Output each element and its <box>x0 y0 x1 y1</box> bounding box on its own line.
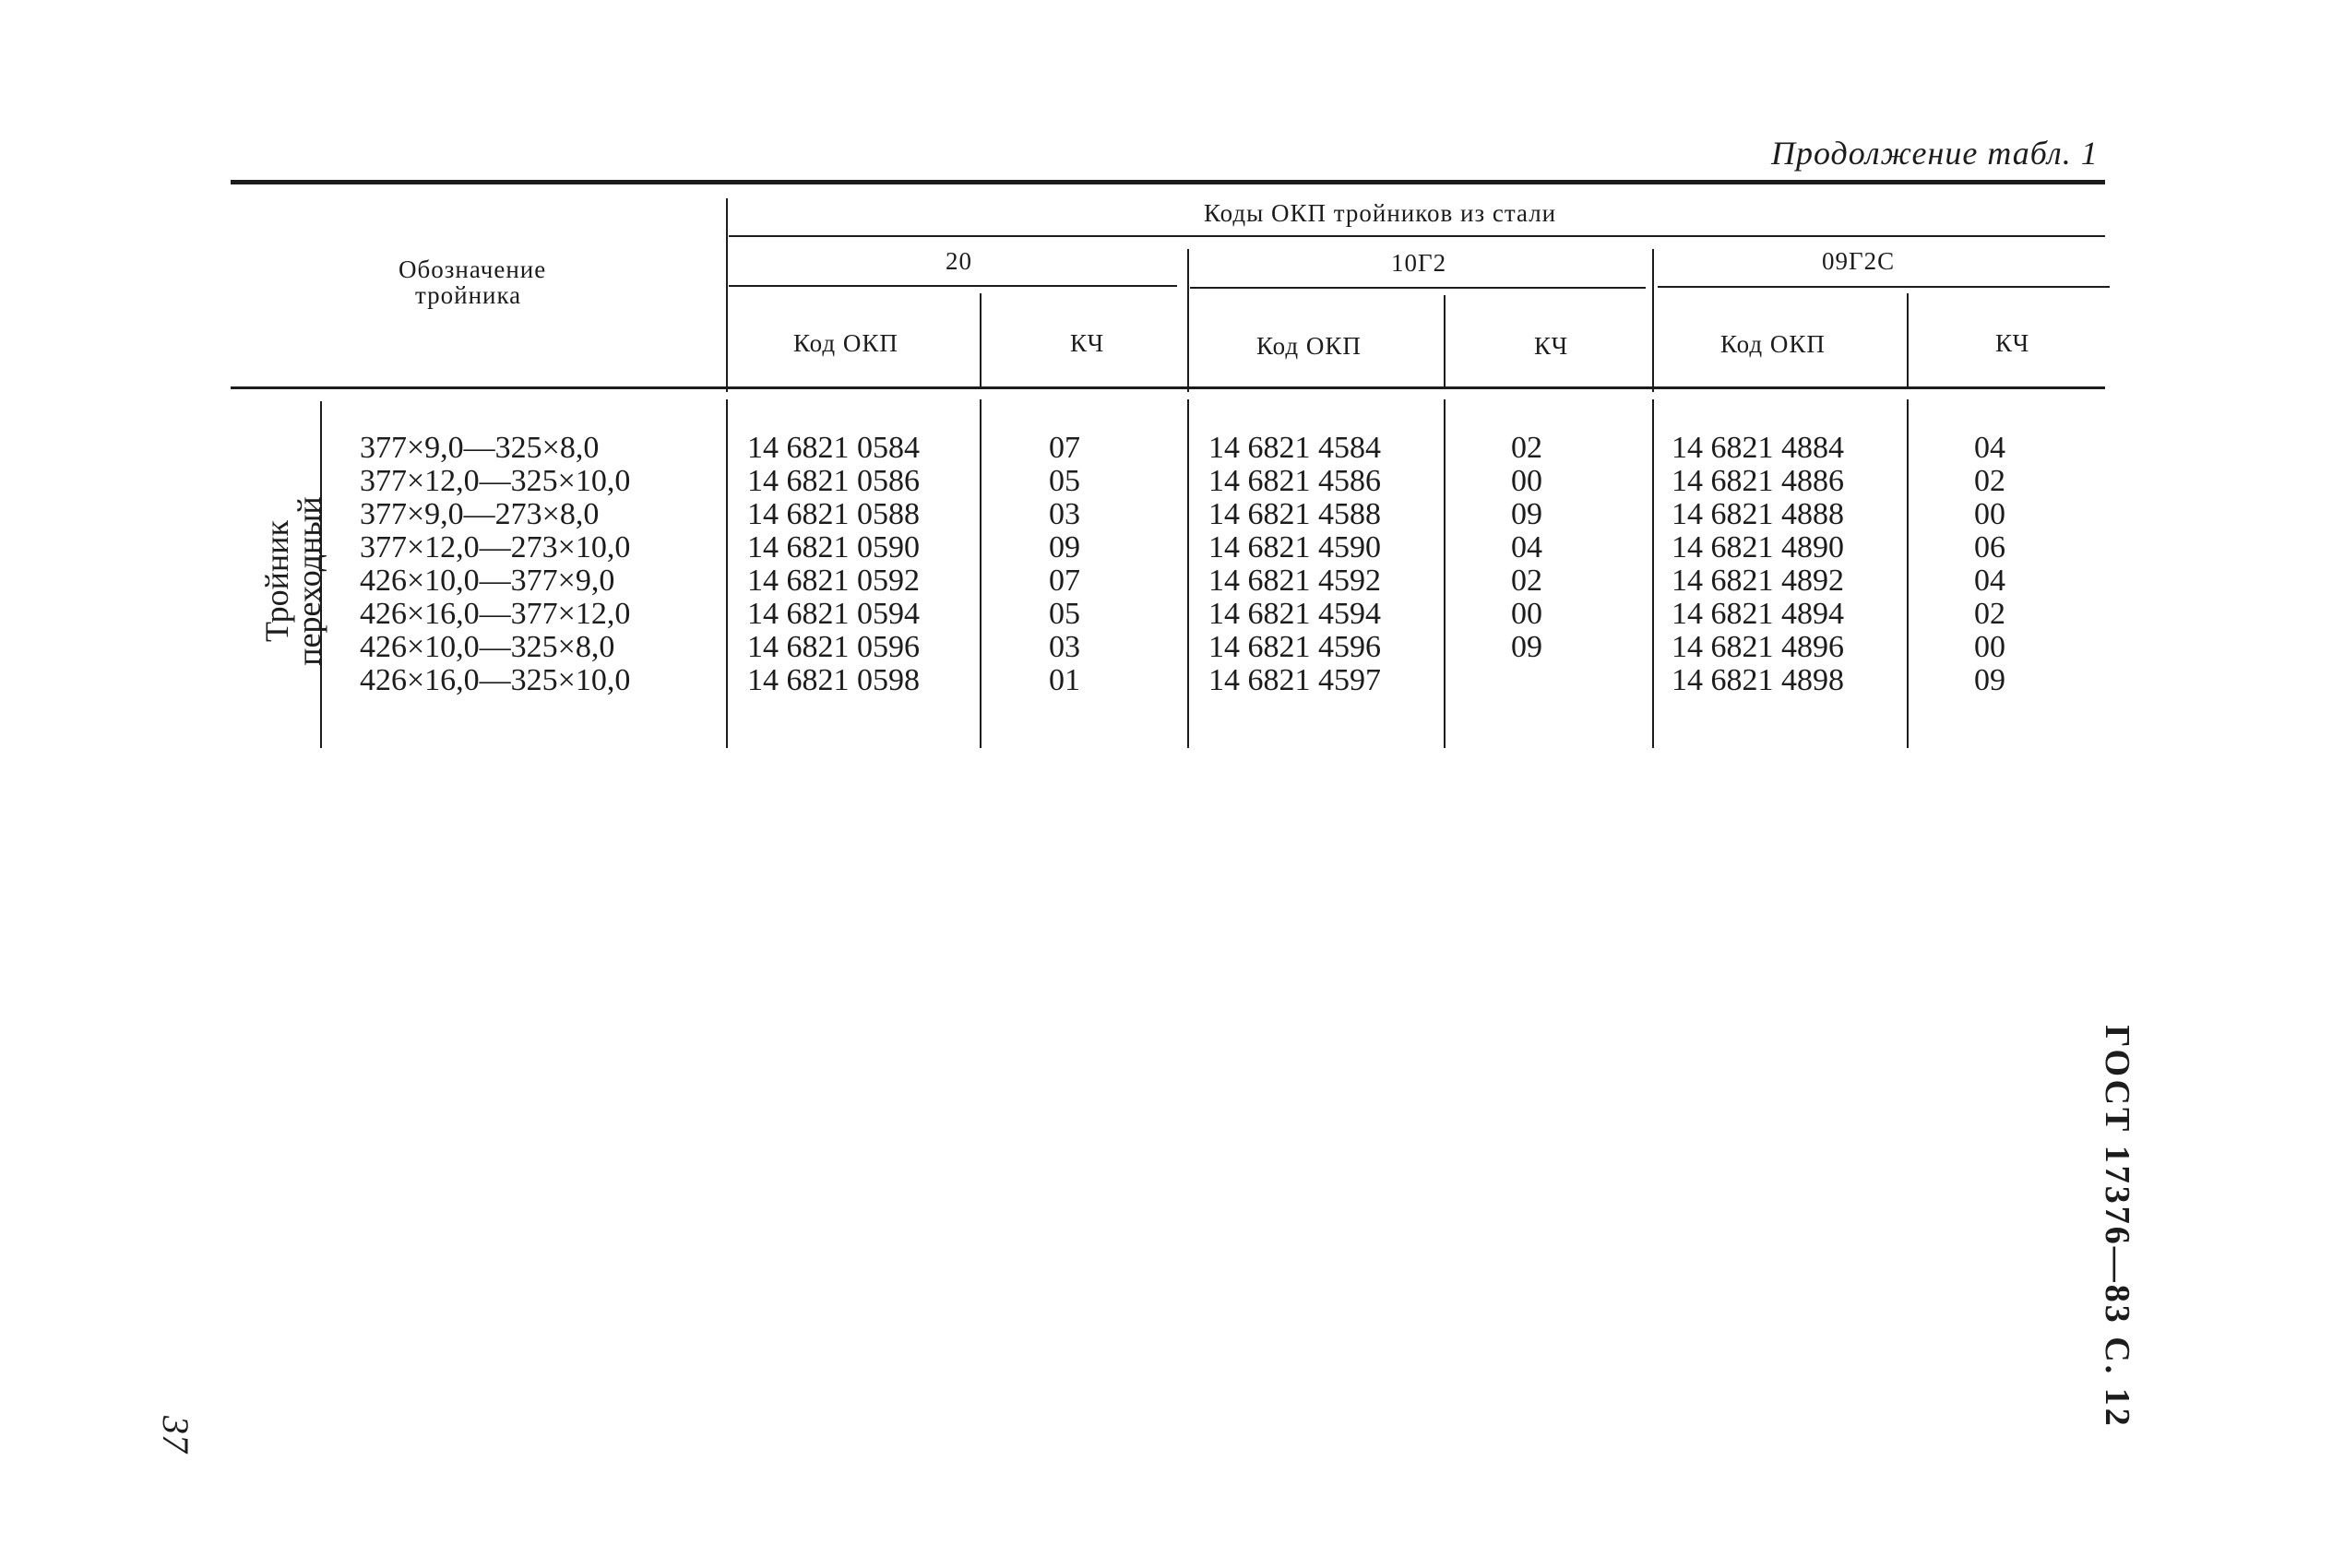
kch-cell: 02 <box>1511 564 1542 598</box>
steel-09g2s-rule <box>1658 286 2110 288</box>
kch-cell: 02 <box>1974 464 2005 498</box>
okp-code-cell: 14 6821 0586 <box>747 464 920 498</box>
steel-20-rule <box>729 285 1177 287</box>
col-divider-2b <box>980 399 982 748</box>
col-divider-6b <box>1907 399 1909 748</box>
kch-cell: 09 <box>1511 497 1542 531</box>
code-column-09g2s <box>1672 432 1844 697</box>
header-bottom-rule <box>231 386 2105 389</box>
designation-cell: 426×10,0—377×9,0 <box>360 564 615 598</box>
kch-cell: 00 <box>1974 497 2005 531</box>
table-top-rule <box>231 180 2105 184</box>
okp-code-cell: 14 6821 0596 <box>747 630 920 664</box>
col-divider-4b <box>1444 399 1446 748</box>
row-group-label-line1: Тройник <box>258 520 295 642</box>
okp-code-cell: 14 6821 4588 <box>1208 497 1381 531</box>
steel-20-header: 20 <box>946 247 972 275</box>
kch-cell: 02 <box>1511 431 1542 465</box>
okp-code-cell: 14 6821 4896 <box>1672 630 1844 664</box>
col-divider-1 <box>726 198 728 392</box>
kch-cell: 07 <box>1049 564 1080 598</box>
okp-code-cell: 14 6821 4596 <box>1208 630 1381 664</box>
code-header-20: Код ОКП <box>793 329 898 357</box>
col-divider-2 <box>980 293 982 389</box>
group-header: Коды ОКП тройников из стали <box>1204 199 1557 227</box>
okp-code-cell: 14 6821 0598 <box>747 663 920 697</box>
col-divider-5 <box>1652 249 1654 392</box>
col-divider-6 <box>1907 293 1909 389</box>
col-divider-3 <box>1187 249 1189 392</box>
table-continuation-caption: Продолжение табл. 1 <box>1771 135 2099 172</box>
kch-cell: 04 <box>1974 564 2005 598</box>
code-header-10g2: Код ОКП <box>1256 332 1362 360</box>
kch-cell: 01 <box>1049 663 1080 697</box>
kch-cell: 09 <box>1511 630 1542 664</box>
kch-column-09g2s <box>1974 432 2005 697</box>
kch-cell: 05 <box>1049 597 1080 631</box>
okp-code-cell: 14 6821 0594 <box>747 597 920 631</box>
kch-cell: 06 <box>1974 530 2005 564</box>
okp-code-cell: 14 6821 0584 <box>747 431 920 465</box>
okp-code-cell: 14 6821 4884 <box>1672 431 1844 465</box>
designation-cell: 426×16,0—377×12,0 <box>360 597 631 631</box>
kch-cell: 03 <box>1049 630 1080 664</box>
col-divider-3b <box>1187 399 1189 748</box>
okp-code-cell: 14 6821 4888 <box>1672 497 1844 531</box>
designation-cell: 377×12,0—325×10,0 <box>360 464 631 498</box>
okp-code-cell: 14 6821 4898 <box>1672 663 1844 697</box>
okp-code-cell: 14 6821 4586 <box>1208 464 1381 498</box>
code-header-09g2s: Код ОКП <box>1720 330 1826 358</box>
col-divider-4 <box>1444 295 1446 389</box>
kch-column-20 <box>1049 432 1080 697</box>
okp-code-cell: 14 6821 4584 <box>1208 431 1381 465</box>
kch-cell: 04 <box>1974 431 2005 465</box>
page-number: 37 <box>155 1416 196 1453</box>
kch-header-09g2s: КЧ <box>1995 329 2030 357</box>
kch-cell: 09 <box>1049 530 1080 564</box>
kch-cell: 04 <box>1511 530 1542 564</box>
kch-cell: 00 <box>1974 630 2005 664</box>
okp-code-cell: 14 6821 4597 <box>1208 663 1381 697</box>
steel-09g2s-header: 09Г2С <box>1822 247 1896 275</box>
okp-code-cell: 14 6821 0592 <box>747 564 920 598</box>
kch-cell: 02 <box>1974 597 2005 631</box>
okp-code-cell: 14 6821 4894 <box>1672 597 1844 631</box>
col-divider-1b <box>726 399 728 748</box>
kch-cell: 09 <box>1974 663 2005 697</box>
designation-column <box>360 432 630 697</box>
okp-code-cell: 14 6821 4890 <box>1672 530 1844 564</box>
designation-cell: 377×9,0—325×8,0 <box>360 431 600 465</box>
okp-code-cell: 14 6821 4892 <box>1672 564 1844 598</box>
okp-code-cell: 14 6821 4590 <box>1208 530 1381 564</box>
standard-designation: ГОСТ 17376—83 С. 12 <box>2098 1025 2136 1429</box>
steel-10g2-rule <box>1190 287 1646 289</box>
designation-cell: 426×16,0—325×10,0 <box>360 663 631 697</box>
okp-code-cell: 14 6821 0588 <box>747 497 920 531</box>
kch-cell: 05 <box>1049 464 1080 498</box>
group-header-rule <box>729 235 2105 237</box>
steel-10g2-header: 10Г2 <box>1391 249 1447 277</box>
kch-cell <box>1511 664 1542 697</box>
designation-header-line2: тройника <box>415 281 522 309</box>
kch-header-20: КЧ <box>1070 329 1105 357</box>
code-column-10g2 <box>1208 432 1381 697</box>
okp-code-cell: 14 6821 4594 <box>1208 597 1381 631</box>
col-divider-5b <box>1652 399 1654 748</box>
kch-column-10g2 <box>1511 432 1542 697</box>
designation-cell: 377×12,0—273×10,0 <box>360 530 631 564</box>
kch-cell: 00 <box>1511 464 1542 498</box>
kch-cell: 00 <box>1511 597 1542 631</box>
designation-header-line1: Обозначение <box>399 255 547 283</box>
row-group-label-line2: переходный <box>291 496 327 666</box>
kch-cell: 07 <box>1049 431 1080 465</box>
code-column-20 <box>747 432 920 697</box>
okp-code-cell: 14 6821 0590 <box>747 530 920 564</box>
designation-cell: 377×9,0—273×8,0 <box>360 497 600 531</box>
kch-header-10g2: КЧ <box>1534 332 1569 360</box>
kch-cell: 03 <box>1049 497 1080 531</box>
okp-code-cell: 14 6821 4592 <box>1208 564 1381 598</box>
designation-cell: 426×10,0—325×8,0 <box>360 630 615 664</box>
okp-code-cell: 14 6821 4886 <box>1672 464 1844 498</box>
